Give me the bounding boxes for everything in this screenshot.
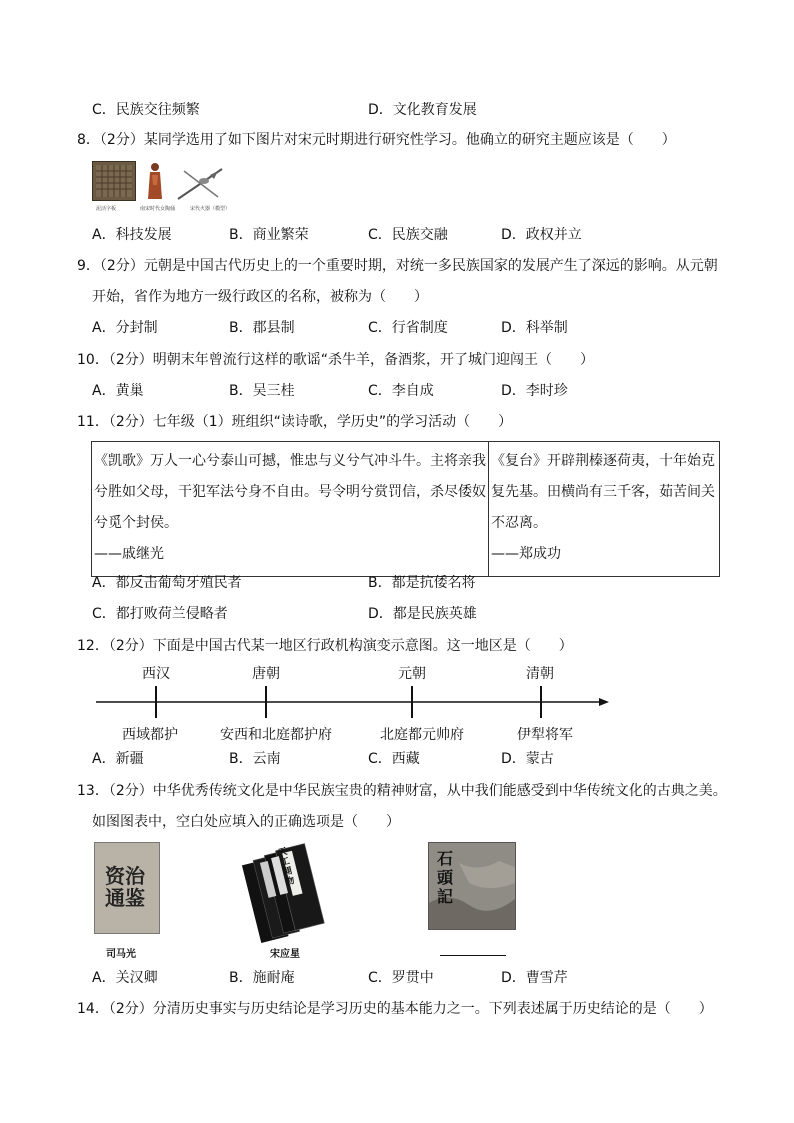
pottery-figurine-image [144,161,166,201]
q11-poem-zheng-chenggong [489,442,720,577]
q11-option-c: C．都打败荷兰侵略者 [92,606,228,622]
agency-yili: 伊犁将军 [517,727,573,743]
q12-option-a: A．新疆 [92,751,144,767]
q14-stem: 14．（2分）分清历史事实与历史结论是学习历史的基本能力之一。下列表述属于历史结论的是（ ） [77,1001,713,1017]
q11-option-a: A．都反击葡萄牙殖民者 [92,575,242,591]
song-firearm-image [174,165,226,201]
q11-left-line-2: 兮胜如父母，干犯军法兮身不自由。号令明兮赏罚信，杀尽倭奴 [94,484,486,500]
q11-left-line-3: 兮觅个封侯。 [94,515,178,531]
agency-anxi-beiting: 安西和北庭都护府 [220,727,332,743]
q11-option-b: B．都是抗倭名将 [368,575,476,591]
q8-caption-1: 泥活字板 [96,206,117,212]
q11-right-line-2: 复先基。田横尚有三千客，茹苦间关 [491,484,715,500]
clay-type-pattern [93,162,135,200]
q8-caption-3: 宋代火器（模型） [190,206,231,212]
q8-images [92,161,231,213]
book-shitou-ji-image [428,842,516,930]
q11-right-line-3: 不忍离。 [491,515,547,531]
q11-poem-qi-jiguang [92,442,489,577]
q13-option-b: B．施耐庵 [229,970,295,986]
q7-option-c: C．民族交往频繁 [92,102,200,118]
era-tang: 唐朝 [252,666,280,682]
q10-stem: 10．（2分）明朝末年曾流行这样的歌谣“杀牛羊，备酒浆，开了城门迎闯王（ ） [77,352,594,368]
book3-title: 石頭記 [437,849,454,906]
q7-option-d: D．文化教育发展 [368,102,477,118]
q8-option-c: C．民族交融 [368,227,448,243]
timeline-axis [94,680,614,720]
q8-caption-2: 南宋时代女陶俑 [140,206,176,212]
book-zizhi-tongjian-image [94,842,160,934]
agency-beiting-yuanshuai: 北庭都元帅府 [380,727,464,743]
q12-option-b: B．云南 [229,751,281,767]
q13-caption-sima-guang: 司马光 [106,949,136,960]
q9-option-b: B．郡县制 [229,320,295,336]
q8-option-b: B．商业繁荣 [229,227,309,243]
q10-option-b: B．吴三桂 [229,383,295,399]
q12-stem: 12．（2分）下面是中国古代某一地区行政机构演变示意图。这一地区是（ ） [77,638,573,654]
q9-stem-line1: 9．（2分）元朝是中国古代历史上的一个重要时期，对统一多民族国家的发展产生了深远的影响。从元朝 [77,258,718,274]
q9-option-c: C．行省制度 [368,320,448,336]
q13-stem-line2: 如图图表中，空白处应填入的正确选项是（ ） [92,814,400,830]
q13-stem-line1: 13．（2分）中华优秀传统文化是中华民族宝贵的精神财富，从中我们能感受到中华传统文化的古典之美。 [77,783,727,799]
q11-option-d: D．都是民族英雄 [368,606,477,622]
q8-stem: 8．（2分）某同学选用了如下图片对宋元时期进行研究性学习。他确立的研究主题应该是（ ） [77,132,676,148]
q11-left-author: ——戚继光 [94,546,164,562]
book1-title: 资治通鉴 [105,864,145,910]
q13-caption-song-yingxing: 宋应星 [270,949,300,960]
era-qing: 清朝 [526,666,554,682]
q11-poem-table [91,441,720,577]
clay-type-board-image [92,161,136,201]
q11-right-author: ——郑成功 [491,546,561,562]
q13-option-a: A．关汉卿 [92,970,158,986]
book2-title: 天工開物 [277,846,296,888]
q9-stem-line2: 开始，省作为地方一级行政区的名称，被称为（ ） [92,289,428,305]
q13-option-c: C．罗贯中 [368,970,434,986]
q9-option-a: A．分封制 [92,320,158,336]
q13-blank-line [440,955,506,956]
q9-option-d: D．科举制 [501,320,568,336]
agency-xiyu: 西域都护 [122,727,178,743]
q12-option-c: C．西藏 [368,751,420,767]
q10-option-a: A．黄巢 [92,383,144,399]
q12-option-d: D．蒙古 [501,751,554,767]
era-xihan: 西汉 [142,666,170,682]
q11-left-line-1: 《凯歌》万人一心兮泰山可撼，惟忠与义兮气冲斗牛。主将亲我 [94,453,486,469]
era-yuan: 元朝 [398,666,426,682]
q13-option-d: D．曹雪芹 [501,970,568,986]
q8-option-a: A．科技发展 [92,227,172,243]
q8-option-d: D．政权并立 [501,227,582,243]
q10-option-d: D．李时珍 [501,383,568,399]
q11-right-line-1: 《复台》开辟荆榛逐荷夷，十年始克 [491,453,715,469]
q10-option-c: C．李自成 [368,383,434,399]
q11-stem: 11．（2分）七年级（1）班组织“读诗歌，学历史”的学习活动（ ） [77,414,513,430]
